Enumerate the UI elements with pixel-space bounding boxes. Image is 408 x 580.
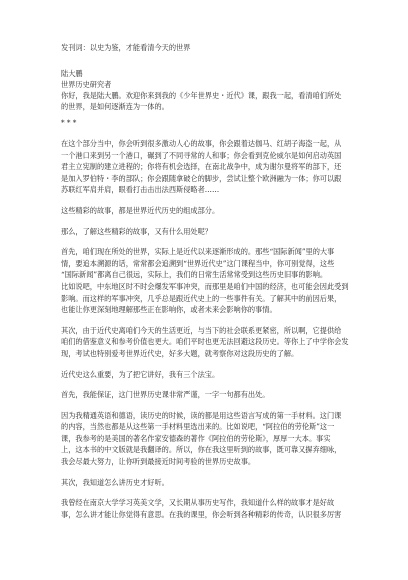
paragraph-2: 这些精彩的故事，都是世界近代历史的组成部分。: [61, 205, 220, 215]
paragraph-line: 因为我精通英语和德语，读历史的时候，读的都是用这些语言写成的第一手材料。这门课: [61, 410, 342, 420]
paragraph-line: 现，考试也特别爱考世界近代史，好多大题，就考察你对这段历史的了解。: [61, 348, 299, 358]
paragraph-line: 君主立宪制的建立进程的；你将有机会选择，在南北战争中，成为谢尔曼将军的部下，还: [61, 162, 342, 172]
paragraph-line: 影响。而这样的军事冲突，几乎总是跟近代史上的一些事件有关。了解其中的前因后果，: [61, 293, 342, 303]
paragraph-8: [61, 410, 368, 468]
paragraph-line: 其次，由于近代史离咱们今天的生活更近，与当下的社会联系更紧密，所以啊，它提供给: [61, 325, 342, 335]
paragraph-line: 也能让你更深刻地理解那些正在影响你，或者未来会影响你的事情。: [61, 305, 277, 315]
paragraph-4: [61, 246, 368, 316]
author-name: 陆大鹏: [61, 68, 83, 78]
paragraph-line: “国际新闻”都离自己很远，实际上，我们的日常生活常常受到这些历史旧事的影响。: [61, 270, 328, 280]
paragraph-6: 近代史这么重要，为了把它讲好，我有三个法宝。: [61, 369, 220, 379]
author-block: [61, 68, 368, 113]
paragraph-line: 一个港口来到另一个港口，碾到了不同寻常的人和事；你会看到克伦威尔是如何启动英国: [61, 150, 342, 160]
greeting-line-1: 你好，我是陆大鹏。欢迎你来到我的《少年世界史・近代》课，跟我一起，看清咱们所处: [61, 91, 342, 100]
paragraph-line: 上，这本书的中文版就是我翻译的。所以，你在我这里听到的故事，既可靠又摒弃细咏，: [61, 445, 342, 455]
greeting-line-2: 的世界，是如何逐渐连为一体的。: [61, 102, 169, 112]
paragraph-line: 情，要追本溯源的话，常常都会追溯到“世界近代史”这门课程当中，你可别觉得，这些: [61, 258, 335, 268]
paragraph-line: 事，怎么讲才能让你觉得有意思。在我的课里，你会听到各种精彩的传奇，认识很多厉害: [61, 509, 342, 519]
paragraph-line: 苏联红军肩并肩，眼看打击击出法西斯侵略者……: [61, 185, 220, 195]
paragraph-line: 我会尽最大努力，让你听到最接近时间考验的世界历史故事。: [61, 457, 256, 467]
paragraph-line: 的内容，当然也都是从这些第一手材料里选出来的。比如说吧，“阿拉伯的劳伦斯”这一: [61, 422, 335, 432]
paragraph-line: 课，我参考的是美国的著名作家安德森的著作《阿拉伯的劳伦斯》，厚厚一大本。事实: [61, 433, 331, 443]
paragraph-line: 咱们的借鉴意义和参考价值也更大。咱们平时也更无法回避这段历史。等你上了中学你会发: [61, 337, 349, 347]
paragraph-line: 是加入罗伯特・李的部队；你会跟随拿破仑的脚步，尝试让整个欧洲融为一体；你可以跟: [61, 173, 342, 183]
paragraph-line: 在这个部分当中，你会听到很多激动人心的故事，你会跟着达伽马、红胡子海盗一起，从: [61, 139, 342, 148]
author-title: 世界历史研究者: [61, 79, 112, 89]
paragraph-line: 首先，咱们现在所处的世界，实际上是近代以来逐渐形成的。那些“国际新闻”里的大事: [61, 247, 335, 257]
paragraph-1: [61, 138, 368, 196]
section-separator: * * *: [61, 118, 77, 128]
paragraph-7: 首先，我能保证，这门世界历史课非常严谨，一字一句都有出处。: [61, 390, 270, 400]
paragraph-9: 其次，我知道怎么讲历史才好听。: [61, 477, 169, 487]
intro-line: 发刊词：以史为鉴，才能看清今天的世界: [61, 43, 191, 52]
paragraph-line: 我曾经在南京大学学习英美文学，又长期从事历史写作，我知道什么样的故事才是好故: [61, 498, 335, 508]
paragraph-3: 那么，了解这些精彩的故事，又有什么用处呢？: [61, 226, 212, 236]
paragraph-line: 比如说吧，中东地区时不时会爆发军事冲突，而那里是咱们中国的经济，也可能会因此受到: [61, 281, 349, 291]
paragraph-5: [61, 325, 368, 360]
paragraph-10: [61, 497, 368, 520]
